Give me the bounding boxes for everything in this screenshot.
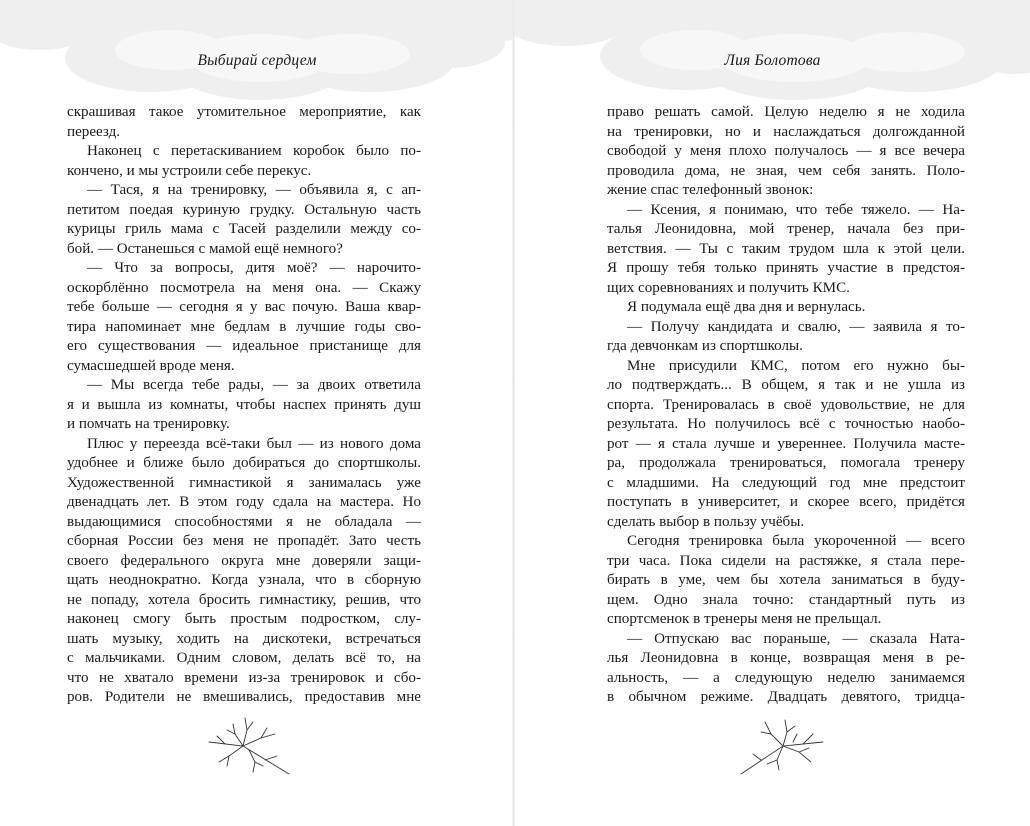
text-line: поступать в университет, и скорее всего, придётся <box>607 494 965 510</box>
text-line: что не хватало времени из-за тренировок и сбо- <box>67 669 421 686</box>
text-line: Плюс у переезда всё-таки был — из нового дома <box>87 435 421 452</box>
text-line: и помчать на тренировку. <box>67 416 230 432</box>
bare-branch-icon <box>205 712 297 780</box>
text-line: наконец смогу быть простым подростком, слу- <box>67 611 421 627</box>
text-line: удобнее и ближе было добираться до спортшколы. <box>67 455 421 471</box>
text-line: сумасшедшей вроде меня. <box>67 357 235 374</box>
text-line: двенадцать лет. В этом году сдала на мастера. Но <box>67 494 421 510</box>
text-line: ветствия. — Ты с таким трудом шла к этой цели. <box>607 240 965 257</box>
text-line: спортсменок в тренеры меня не прельщал. <box>607 611 882 627</box>
text-line: петитом поедая куриную грудку. Остальную часть <box>67 201 421 218</box>
text-line: курицы гриль мама с Тасей разделили между со- <box>67 221 421 237</box>
text-line: щать неоднократно. Когда узнала, что в сборную <box>67 572 421 588</box>
text-line: его существования — идеальное пристанище для <box>67 338 421 354</box>
text-line: я и вышла из комнаты, чтобы наспех принять душ <box>67 396 421 413</box>
text-line: — Получу кандидата и свалю, — заявила я то- <box>627 318 965 335</box>
text-line: тира напоминает мне бедлам в лучшие годы сво- <box>67 318 421 335</box>
text-line: в обычном режиме. Двадцать девятого, тридца- <box>607 689 965 705</box>
text-line: Я подумала ещё два дня и вернулась. <box>627 299 866 315</box>
text-line: скрашивая такое утомительное мероприятие, как <box>67 104 421 120</box>
text-line: — Отпускаю вас пораньше, — сказала Ната- <box>627 630 965 647</box>
text-line: сделать выбор в пользу учёбы. <box>607 513 805 530</box>
text-line: с младшими. На следующий год мне предстоит <box>607 474 965 491</box>
bare-branch-icon <box>737 712 829 780</box>
text-line: — Ксения, я понимаю, что тебе тяжело. — На- <box>627 201 965 218</box>
text-line: — Тася, я на тренировку, — объявила я, с ап- <box>87 182 421 198</box>
body-text-right <box>607 103 965 708</box>
text-line: ра, продолжала тренироваться, помогала тренеру <box>607 455 965 471</box>
text-line: шать музыку, ходить на дискотеки, встречаться <box>67 630 421 647</box>
text-line: щем. Одно знала точно: стандартный путь из <box>607 591 965 608</box>
running-head-author: Лия Болотова <box>724 52 821 69</box>
text-line: три часа. Пока сидели на растяжке, я стала пере- <box>607 552 965 569</box>
text-line: переезд. <box>67 123 121 140</box>
text-line: на тренировки, но и наслаждаться долгожданной <box>607 123 965 140</box>
right-page <box>515 0 1030 826</box>
text-line: бой. — Останешься с мамой ещё немного? <box>67 240 343 257</box>
text-line: сборная России без меня не пропадёт. Зато честь <box>67 533 421 549</box>
text-line: свободой у меня плохо получалось — я все вечера <box>607 143 965 159</box>
text-line: кончено, и мы устроили себе перекус. <box>67 162 312 179</box>
running-head-title: Выбирай сердцем <box>197 52 317 69</box>
text-line: своего федерального округа мне доверяли защи- <box>67 552 421 569</box>
text-line: ров. Родители не вмешивались, предоставив мне <box>67 689 421 705</box>
text-line: Мне присудили КМС, потом его нужно бы- <box>627 357 965 374</box>
text-line: гда девчонкам из спортшколы. <box>607 338 803 354</box>
text-line: тебе больше — сегодня я у вас почую. Ваша квар- <box>67 299 421 315</box>
text-line: бирать в уме, чем бы хотела заниматься в буду- <box>607 572 965 588</box>
text-line: Наконец с перетаскиванием коробок было по- <box>87 143 421 159</box>
text-line: ло подтверждать... В общем, я так и не ушла из <box>607 377 965 393</box>
text-line: спорта. Тренировалась в своё удовольствие, не для <box>607 396 965 413</box>
text-line: — Мы всегда тебе рады, — за двоих ответила <box>87 377 421 393</box>
text-line: Я прошу тебя только принять участие в предстоя- <box>607 260 965 276</box>
text-line: альность, — а следующую неделю занимаемся <box>607 669 965 686</box>
text-line: выдающимися способностями я не обладала — <box>67 513 421 530</box>
text-line: результата. Но получилось всё с точностью наобо- <box>607 416 965 432</box>
text-line: жение спас телефонный звонок: <box>607 182 814 198</box>
text-line: проводила дома, не зная, чем себя занять. Поло- <box>607 162 965 179</box>
text-line: оскорблённо посмотрела на меня она. — Скажу <box>67 279 421 296</box>
text-line: с мальчиками. Одним словом, делать всё то, на <box>67 650 421 666</box>
text-line: право решать самой. Целую неделю я не ходила <box>607 104 965 120</box>
text-line: лья Леонидовна в конце, возвращая меня в ре- <box>607 650 965 666</box>
text-line: Художественной гимнастикой я занималась уже <box>67 474 421 491</box>
text-line: рот — я стала лучше и увереннее. Получила масте- <box>607 435 965 452</box>
body-text-left <box>67 103 421 708</box>
text-line: — Что за вопросы, дитя моё? — нарочито- <box>87 260 421 276</box>
text-line: талья Леонидовна, мой тренер, начала без при- <box>607 221 965 237</box>
text-line: Сегодня тренировка была укороченной — всего <box>627 533 965 549</box>
text-line: не попаду, хотела бросить гимнастику, решив, что <box>67 591 421 608</box>
text-line: щих соревнованиях и получить КМС. <box>607 279 850 296</box>
left-page <box>0 0 514 826</box>
